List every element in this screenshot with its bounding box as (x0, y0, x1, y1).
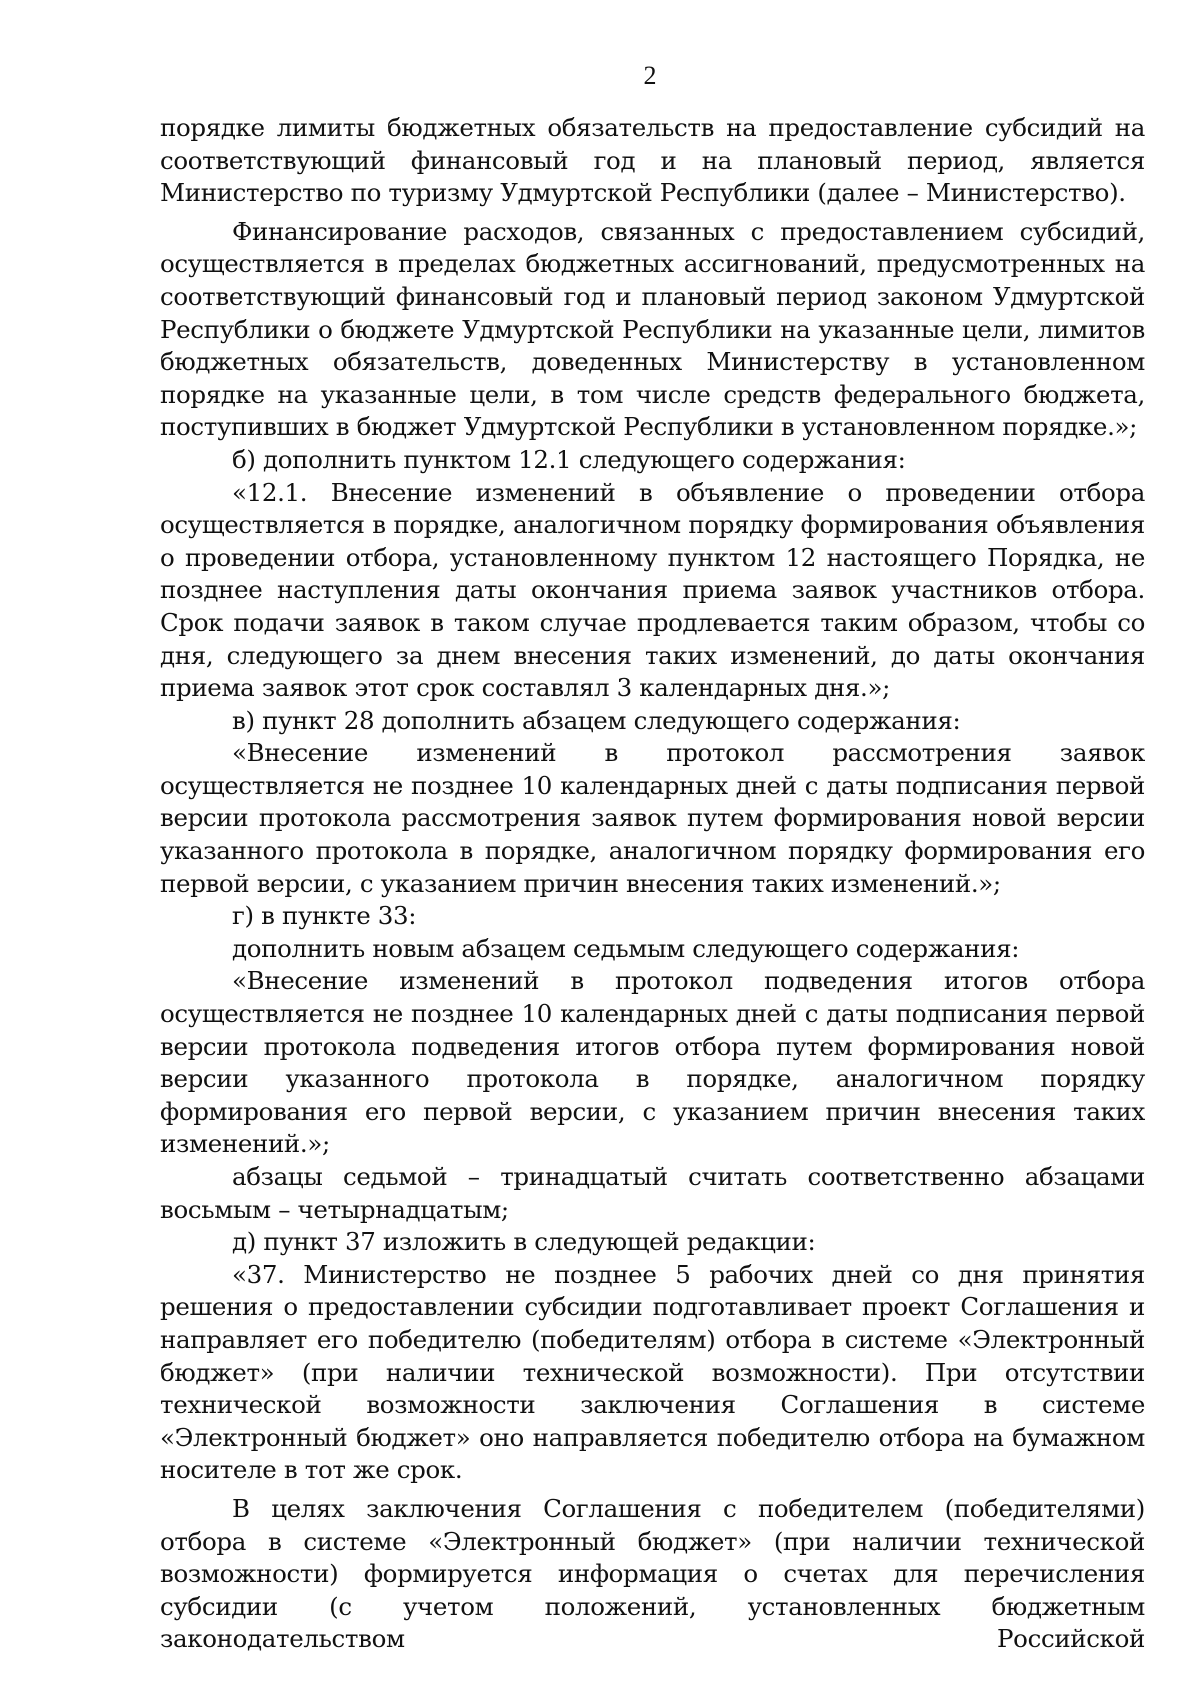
paragraph: в) пункт 28 дополнить абзацем следующего содержания: (232, 705, 961, 735)
paragraph: «12.1. Внесение изменений в объявление о проведении отбора осуществляется в порядке, аналогичном порядку формирования объявления о проведении отбора, установленному пунктом 12 настоящего Порядка, не позднее наступления даты окончания приема заявок участников отбора. Срок подачи заявок в таком случае продлевается таким образом, чтобы со дня, следующего за днем внесения таких изменений, до даты окончания приема заявок этот срок составлял 3 календарных дня.»; (160, 477, 1145, 703)
paragraph: дополнить новым абзацем седьмым следующего содержания: (232, 933, 1020, 963)
paragraph: порядке лимиты бюджетных обязательств на предоставление субсидий на соответствующий финансовый год и на плановый период, является Министерство по туризму Удмуртской Республики (далее – Министерство). (160, 113, 1145, 208)
document-body (160, 112, 1145, 1656)
paragraph: абзацы седьмой – тринадцатый считать соответственно абзацами восьмым – четырнадцатым; (160, 1162, 1145, 1224)
paragraph: г) в пункте 33: (232, 901, 417, 931)
paragraph: д) пункт 37 изложить в следующей редакции: (232, 1227, 816, 1257)
paragraph: б) дополнить пунктом 12.1 следующего содержания: (232, 444, 906, 474)
paragraph: «Внесение изменений в протокол подведения итогов отбора осуществляется не позднее 10 календарных дней с даты подписания первой версии протокола подведения итогов отбора путем формирования новой версии указанного протокола в порядке, аналогичном порядку формирования его первой версии, с указанием причин внесения таких изменений.»; (160, 966, 1145, 1159)
paragraph: В целях заключения Соглашения с победителем (победителями) отбора в системе «Электронный бюджет» (при наличии технической возможности) формируется информация о счетах для перечисления субсидии (с учетом положений, установленных бюджетным законодательством Российской (160, 1493, 1145, 1654)
paragraph: «Внесение изменений в протокол рассмотрения заявок осуществляется не позднее 10 календарных дней с даты подписания первой версии протокола рассмотрения заявок путем формирования новой версии указанного протокола в порядке, аналогичном порядку формирования его первой версии, с указанием причин внесения таких изменений.»; (160, 738, 1145, 898)
paragraph: Финансирование расходов, связанных с предоставлением субсидий, осуществляется в пределах бюджетных ассигнований, предусмотренных на соответствующий финансовый год и плановый период законом Удмуртской Республики о бюджете Удмуртской Республики на указанные цели, лимитов бюджетных обязательств, доведенных Министерству в установленном порядке на указанные цели, в том числе средств федерального бюджета, поступивших в бюджет Удмуртской Республики в установленном порядке.»; (160, 216, 1145, 442)
paragraph: «37. Министерство не позднее 5 рабочих дней со дня принятия решения о предоставлении субсидии подготавливает проект Соглашения и направляет его победителю (победителям) отбора в системе «Электронный бюджет» (при наличии технической возможности). При отсутствии технической возможности заключения Соглашения в системе «Электронный бюджет» оно направляется победителю отбора на бумажном носителе в тот же срок. (160, 1259, 1145, 1485)
page-number: 2 (643, 61, 657, 90)
